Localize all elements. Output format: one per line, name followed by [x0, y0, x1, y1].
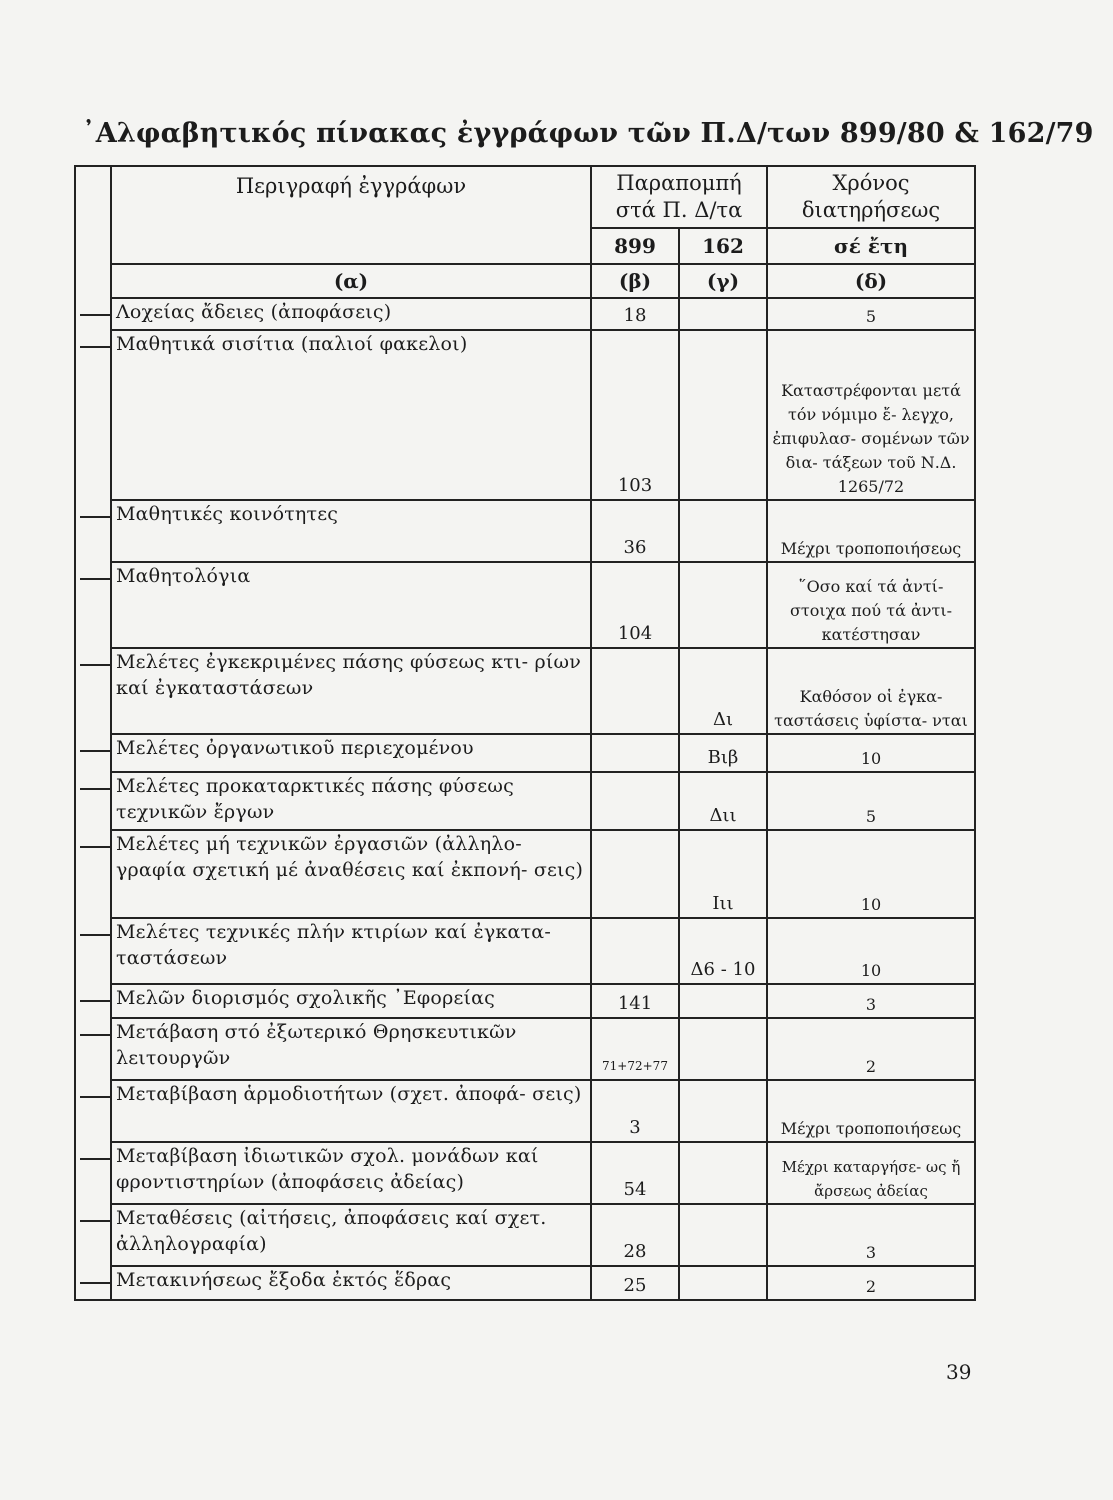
- row-ref-162: [679, 330, 767, 500]
- row-ref-899: [591, 830, 679, 918]
- row-ref-162: Ιιι: [679, 830, 767, 918]
- row-ref-899: 71+72+77: [591, 1018, 679, 1080]
- row-ref-162: Δ6 - 10: [679, 918, 767, 984]
- header-col-899: 899: [591, 228, 679, 264]
- row-retention: 5: [767, 772, 975, 830]
- table-row: [75, 562, 975, 648]
- row-description: Μετακινήσεως ἔξοδα ἐκτός ἕδρας: [111, 1266, 591, 1300]
- table-row: [75, 734, 975, 772]
- row-description: Μεταβίβαση ἰδιωτικῶν σχολ. μονάδων καί φροντιστηρίων (ἀποφάσεις ἀδείας): [111, 1142, 591, 1204]
- row-ref-162: Βιβ: [679, 734, 767, 772]
- table-row: [75, 984, 975, 1018]
- table-row: [75, 918, 975, 984]
- row-ref-899: [591, 734, 679, 772]
- row-description: Μελῶν διορισμός σχολικῆς ᾿Εφορείας: [111, 984, 591, 1018]
- row-retention: 3: [767, 1204, 975, 1266]
- label-b: (β): [591, 264, 679, 298]
- label-c: (γ): [679, 264, 767, 298]
- table-row: [75, 648, 975, 734]
- table-row: [75, 1080, 975, 1142]
- row-ref-162: [679, 1204, 767, 1266]
- row-description: Μελέτες προκαταρκτικές πάσης φύσεως τεχνικῶν ἔργων: [111, 772, 591, 830]
- row-description: Μετάβαση στό ἐξωτερικό Θρησκευτικῶν λειτουργῶν: [111, 1018, 591, 1080]
- row-ref-899: [591, 918, 679, 984]
- row-retention: 5: [767, 298, 975, 330]
- row-retention: 3: [767, 984, 975, 1018]
- table-row: [75, 500, 975, 562]
- row-description: Μελέτες ἐγκεκριμένες πάσης φύσεως κτι- ρίων καί ἐγκαταστάσεων: [111, 648, 591, 734]
- row-ref-162: [679, 1266, 767, 1300]
- header-description: Περιγραφή ἐγγράφων: [111, 166, 591, 264]
- row-ref-162: [679, 298, 767, 330]
- page-number: 39: [946, 1360, 972, 1384]
- table-row: [75, 1204, 975, 1266]
- row-ref-162: [679, 1080, 767, 1142]
- row-retention: Μέχρι καταργήσε- ως ἤ ἄρσεως ἀδείας: [767, 1142, 975, 1204]
- table-row: [75, 298, 975, 330]
- row-description: Μαθητολόγια: [111, 562, 591, 648]
- table-row: [75, 772, 975, 830]
- label-d: (δ): [767, 264, 975, 298]
- label-a: (α): [111, 264, 591, 298]
- documents-index-table: [74, 165, 976, 1301]
- row-ref-899: 28: [591, 1204, 679, 1266]
- row-retention: 10: [767, 830, 975, 918]
- row-retention: 2: [767, 1266, 975, 1300]
- row-ref-162: [679, 1142, 767, 1204]
- table-row: [75, 330, 975, 500]
- table-row: [75, 830, 975, 918]
- row-retention: ῞Οσο καί τά ἀντί- στοιχα πού τά ἀντι- κατέστησαν: [767, 562, 975, 648]
- table-row: [75, 1142, 975, 1204]
- row-ref-162: [679, 500, 767, 562]
- row-retention: Μέχρι τροποποιήσεως: [767, 500, 975, 562]
- row-ref-899: 25: [591, 1266, 679, 1300]
- row-retention: 2: [767, 1018, 975, 1080]
- table-row: [75, 1018, 975, 1080]
- table-row: [75, 1266, 975, 1300]
- row-ref-899: 36: [591, 500, 679, 562]
- row-description: Μαθητικά σισίτια (παλιοί φακελοι): [111, 330, 591, 500]
- row-ref-162: [679, 984, 767, 1018]
- row-description: Μεταβίβαση ἁρμοδιοτήτων (σχετ. ἀποφά- σεις): [111, 1080, 591, 1142]
- row-ref-899: 54: [591, 1142, 679, 1204]
- row-ref-899: 104: [591, 562, 679, 648]
- row-description: Μελέτες μή τεχνικῶν ἐργασιῶν (ἀλληλο- γραφία σχετική μέ ἀναθέσεις καί ἐκπονή- σεις): [111, 830, 591, 918]
- header-reference: Παραπομπή στά Π. Δ/τα: [591, 166, 767, 228]
- row-ref-899: 103: [591, 330, 679, 500]
- page-title: ᾿Αλφαβητικός πίνακας ἐγγράφων τῶν Π.Δ/των 899/80 & 162/79: [82, 118, 1094, 149]
- row-ref-162: [679, 1018, 767, 1080]
- row-ref-899: [591, 772, 679, 830]
- row-ref-899: 18: [591, 298, 679, 330]
- row-retention: Καθόσον οἱ ἐγκα- ταστάσεις ὑφίστα- νται: [767, 648, 975, 734]
- row-description: Μεταθέσεις (αἰτήσεις, ἀποφάσεις καί σχετ. ἀλληλογραφία): [111, 1204, 591, 1266]
- row-ref-162: [679, 562, 767, 648]
- row-retention: 10: [767, 734, 975, 772]
- row-description: Μελέτες ὀργανωτικοῦ περιεχομένου: [111, 734, 591, 772]
- row-retention: Μέχρι τροποποιήσεως: [767, 1080, 975, 1142]
- header-row: [75, 166, 975, 228]
- header-retention-unit: σέ ἔτη: [767, 228, 975, 264]
- row-ref-162: Διι: [679, 772, 767, 830]
- row-ref-899: [591, 648, 679, 734]
- header-retention: Χρόνος διατηρήσεως: [767, 166, 975, 228]
- row-description: Μαθητικές κοινότητες: [111, 500, 591, 562]
- row-ref-899: 141: [591, 984, 679, 1018]
- header-labels-row: [75, 264, 975, 298]
- row-ref-899: 3: [591, 1080, 679, 1142]
- row-retention: Καταστρέφονται μετά τόν νόμιμο ἔ- λεγχο, ἐπιφυλασ- σομένων τῶν δια- τάξεων τοῦ Ν.Δ. 1265/72: [767, 330, 975, 500]
- row-description: Λοχείας ἄδειες (ἀποφάσεις): [111, 298, 591, 330]
- row-retention: 10: [767, 918, 975, 984]
- header-col-162: 162: [679, 228, 767, 264]
- row-ref-162: Δι: [679, 648, 767, 734]
- row-description: Μελέτες τεχνικές πλήν κτιρίων καί ἐγκατα- ταστάσεων: [111, 918, 591, 984]
